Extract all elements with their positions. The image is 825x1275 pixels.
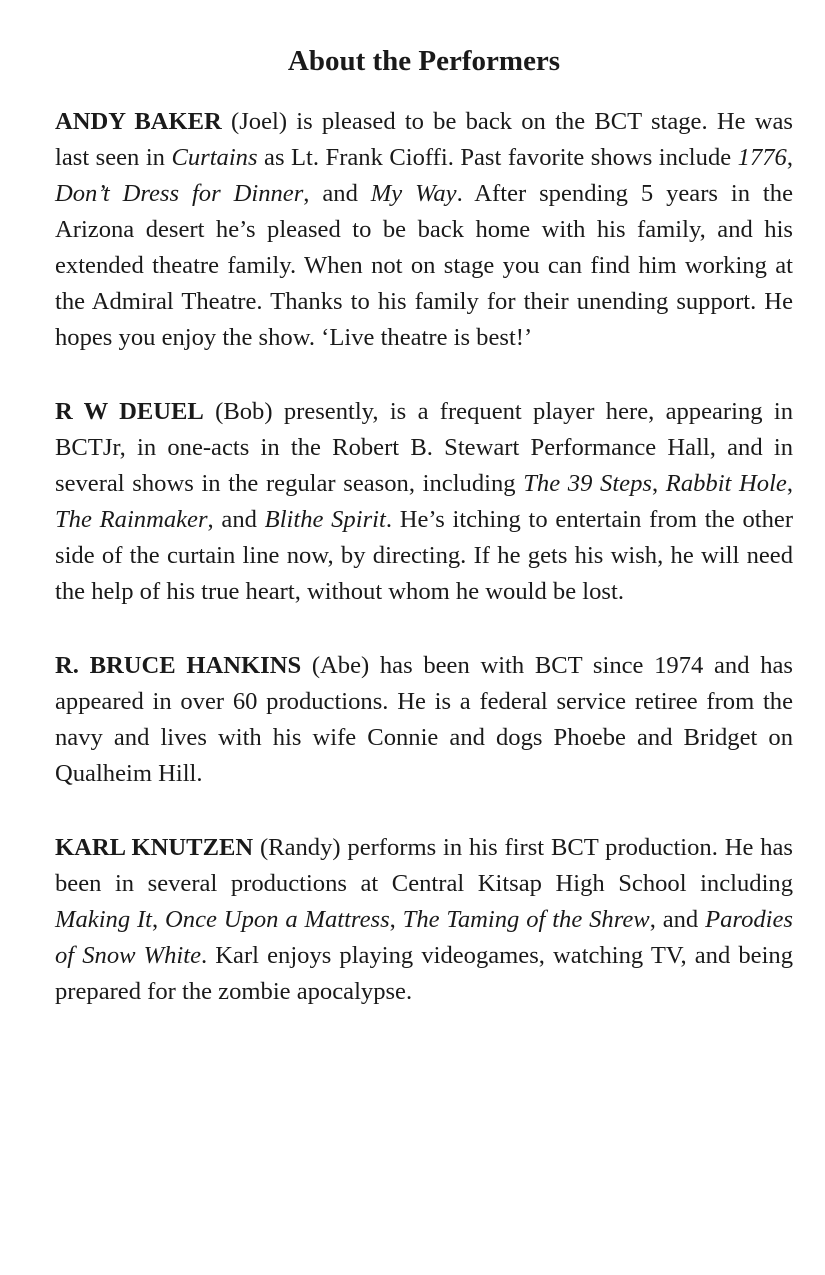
show-title: The Rainmaker	[55, 506, 208, 533]
performer-bio	[55, 104, 793, 356]
bio-text: , and	[207, 506, 265, 533]
show-title: 1776	[737, 144, 787, 171]
show-title: Parodies of Snow White	[55, 906, 793, 969]
show-title: Once Upon a Mattress	[165, 906, 390, 933]
show-title: Blithe Spirit	[264, 506, 386, 533]
show-title: My Way	[370, 180, 457, 207]
performer-name: R. BRUCE HANKINS	[55, 652, 302, 679]
show-title: Rabbit Hole	[665, 470, 787, 497]
show-title: Don’t Dress for Dinner	[55, 180, 304, 207]
bio-text: . He’s itching to entertain from the other side of the curtain line now, by directing. If he gets his wish, he will need the help of his true heart, without whom he would be lost.	[55, 506, 794, 605]
bio-text: ,	[786, 470, 794, 497]
show-title: Curtains	[171, 144, 258, 171]
bio-text: , and	[303, 180, 371, 207]
bio-text: . Karl enjoys playing videogames, watching TV, and being prepared for the zombie apocalypse.	[55, 942, 794, 1005]
bio-text: as Lt. Frank Cioffi. Past favorite shows include	[257, 144, 738, 171]
bio-text: , and	[649, 906, 706, 933]
program-page	[55, 40, 793, 1048]
performer-name: ANDY BAKER	[55, 108, 222, 135]
bio-text: ,	[651, 470, 666, 497]
performer-bio	[55, 830, 793, 1010]
bio-text: (Abe) has been with BCT since 1974 and has appeared in over 60 productions. He is a federal service retiree from the navy and lives with his wife Connie and dogs Phoebe and Bridget on Qualheim Hill.	[55, 652, 793, 787]
show-title: The 39 Steps	[523, 470, 652, 497]
bio-text: ,	[786, 144, 793, 171]
page-title: About the Performers	[287, 45, 561, 77]
bio-text: ,	[389, 906, 403, 933]
performer-bio	[55, 648, 793, 792]
bio-text: (Joel) is pleased to be back on the BCT stage. He was last seen in	[55, 108, 793, 171]
performer-bio	[55, 394, 793, 610]
show-title: Making It	[55, 906, 153, 933]
bio-text: (Bob) presently, is a frequent player here, appearing in BCTJr, in one-acts in the Robert B. Stewart Performance Hall, and in several shows in the regular season, including	[55, 398, 793, 497]
bio-text: ,	[152, 906, 166, 933]
bio-text: (Randy) performs in his first BCT production. He has been in several productions at Central Kitsap High School including	[55, 834, 793, 897]
performer-name: KARL KNUTZEN	[55, 834, 254, 861]
performer-name: R W DEUEL	[55, 398, 204, 425]
show-title: The Taming of the Shrew	[402, 906, 650, 933]
bio-text: . After spending 5 years in the Arizona desert he’s pleased to be back home with his family, and his extended theatre family. When not on stage you can find him working at the Admiral Theatre. Thanks to his family for their unending support. He hopes you enjoy the show. ‘Live theatre is best!’	[55, 180, 793, 351]
